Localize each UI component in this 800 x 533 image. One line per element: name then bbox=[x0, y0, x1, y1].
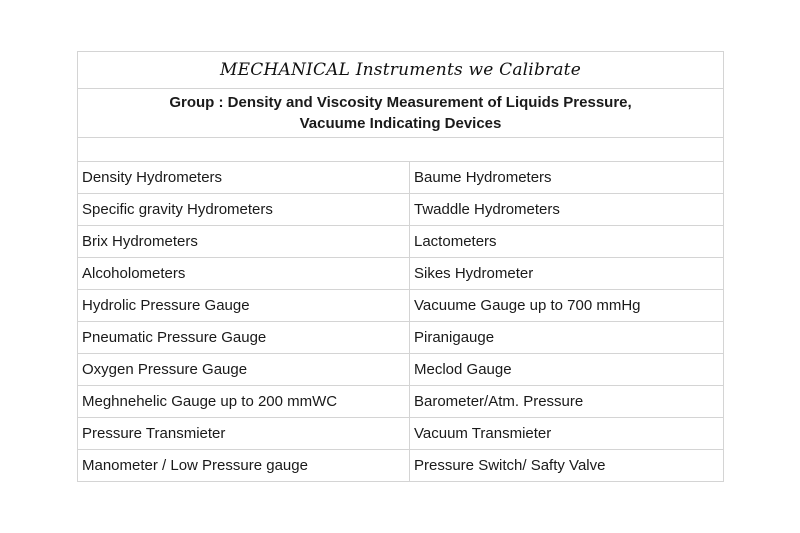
table-row bbox=[78, 194, 724, 226]
table-row bbox=[78, 386, 724, 418]
instrument-cell-right: Baume Hydrometers bbox=[410, 162, 724, 194]
instrument-cell-right: Pressure Switch/ Safty Valve bbox=[410, 450, 724, 482]
instrument-cell-left: Oxygen Pressure Gauge bbox=[78, 354, 410, 386]
instrument-cell-left: Hydrolic Pressure Gauge bbox=[78, 290, 410, 322]
instrument-cell-left: Specific gravity Hydrometers bbox=[78, 194, 410, 226]
instrument-cell-left: Brix Hydrometers bbox=[78, 226, 410, 258]
instrument-cell-right: Barometer/Atm. Pressure bbox=[410, 386, 724, 418]
instruments-table bbox=[77, 51, 724, 482]
group-heading bbox=[78, 89, 724, 138]
table-row bbox=[78, 226, 724, 258]
group-heading-line-1: Group : Density and Viscosity Measurement of Liquids Pressure, bbox=[169, 94, 632, 111]
instrument-cell-left: Meghnehelic Gauge up to 200 mmWC bbox=[78, 386, 410, 418]
table-row bbox=[78, 162, 724, 194]
table-row bbox=[78, 322, 724, 354]
instrument-cell-right: Vacuume Gauge up to 700 mmHg bbox=[410, 290, 724, 322]
instrument-cell-right: Vacuum Transmieter bbox=[410, 418, 724, 450]
instrument-cell-right: Lactometers bbox=[410, 226, 724, 258]
table-row bbox=[78, 290, 724, 322]
spacer-row bbox=[78, 138, 724, 162]
empty-cell bbox=[78, 138, 724, 162]
instrument-cell-left: Alcoholometers bbox=[78, 258, 410, 290]
instrument-cell-right: Meclod Gauge bbox=[410, 354, 724, 386]
title-row bbox=[78, 52, 724, 89]
instrument-cell-left: Pneumatic Pressure Gauge bbox=[78, 322, 410, 354]
group-row bbox=[78, 89, 724, 138]
instrument-cell-left: Density Hydrometers bbox=[78, 162, 410, 194]
instrument-cell-left: Manometer / Low Pressure gauge bbox=[78, 450, 410, 482]
table-row bbox=[78, 258, 724, 290]
instrument-cell-right: Sikes Hydrometer bbox=[410, 258, 724, 290]
instrument-cell-right: Twaddle Hydrometers bbox=[410, 194, 724, 226]
table-title: MECHANICAL Instruments we Calibrate bbox=[78, 52, 724, 89]
table-row bbox=[78, 354, 724, 386]
group-heading-line-2: Vacuume Indicating Devices bbox=[299, 115, 502, 132]
table-row bbox=[78, 450, 724, 482]
instrument-cell-left: Pressure Transmieter bbox=[78, 418, 410, 450]
instrument-cell-right: Piranigauge bbox=[410, 322, 724, 354]
table-row bbox=[78, 418, 724, 450]
